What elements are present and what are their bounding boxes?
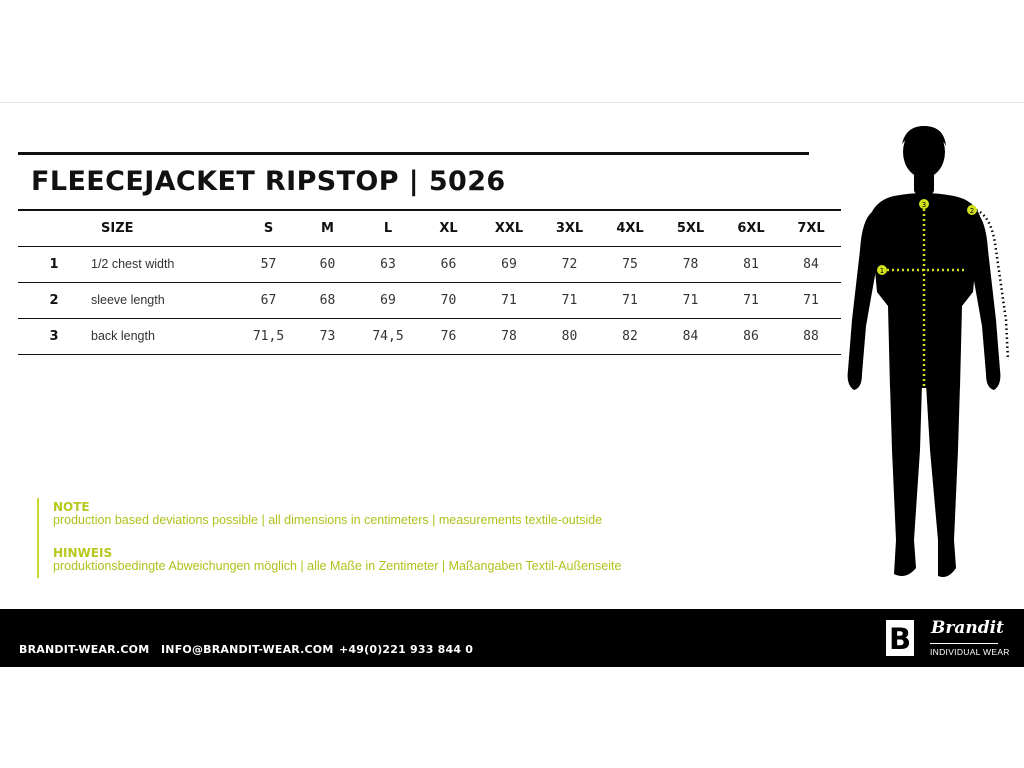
table-row-sleeve [18, 282, 841, 318]
cell-value: 84 [660, 318, 721, 354]
measurement-figure [836, 120, 1024, 590]
cell-value: 72 [539, 246, 600, 282]
cell-value: 71 [660, 282, 721, 318]
header-size-l: L [358, 210, 418, 246]
cell-value: 71 [781, 282, 841, 318]
notes-block [37, 498, 739, 578]
footer-website-link[interactable]: BRANDIT-WEAR.COM [19, 643, 150, 656]
cell-value: 70 [418, 282, 479, 318]
cell-value: 76 [418, 318, 479, 354]
cell-value: 66 [418, 246, 479, 282]
size-table [18, 209, 841, 355]
note-heading: NOTE [53, 500, 90, 514]
header-size-m: M [297, 210, 358, 246]
hinweis-text: produktionsbedingte Abweichungen möglich | alle Maße in Zentimeter | Maßangaben Textil-Außenseite [53, 559, 622, 573]
cell-value: 82 [600, 318, 660, 354]
footer-phone: +49(0)221 933 844 0 [339, 643, 474, 656]
logo-underline [930, 643, 998, 644]
cell-value: 86 [721, 318, 781, 354]
cell-value: 75 [600, 246, 660, 282]
header-size-5xl: 5XL [660, 210, 721, 246]
table-row-chest [18, 246, 841, 282]
marker-3-label: 3 [921, 201, 927, 209]
header-size-4xl: 4XL [600, 210, 660, 246]
logo-tagline: INDIVIDUAL WEAR [930, 647, 1010, 657]
title-top-rule [18, 152, 809, 155]
header-number-cell [18, 210, 90, 246]
cell-value: 68 [297, 282, 358, 318]
row-label: 1/2 chest width [90, 246, 240, 282]
row-number: 1 [18, 246, 90, 282]
body-silhouette-icon [848, 126, 1001, 577]
row-number: 3 [18, 318, 90, 354]
cell-value: 78 [479, 318, 539, 354]
table-row-back [18, 318, 841, 354]
cell-value: 73 [297, 318, 358, 354]
logo-letter: B [888, 622, 912, 656]
cell-value: 71,5 [240, 318, 297, 354]
footer-bar [0, 609, 1024, 667]
row-label: sleeve length [90, 282, 240, 318]
cell-value: 71 [479, 282, 539, 318]
marker-2-label: 2 [969, 207, 975, 215]
cell-value: 78 [660, 246, 721, 282]
cell-value: 63 [358, 246, 418, 282]
cell-value: 69 [358, 282, 418, 318]
marker-1-label: 1 [879, 267, 885, 275]
cell-value: 74,5 [358, 318, 418, 354]
cell-value: 71 [721, 282, 781, 318]
page-title: FLEECEJACKET RIPSTOP | 5026 [31, 166, 506, 197]
header-size-6xl: 6XL [721, 210, 781, 246]
cell-value: 81 [721, 246, 781, 282]
header-size: SIZE [90, 210, 240, 246]
header-size-xxl: XXL [479, 210, 539, 246]
header-size-xl: XL [418, 210, 479, 246]
cell-value: 71 [600, 282, 660, 318]
cell-value: 84 [781, 246, 841, 282]
footer-email-link[interactable]: INFO@BRANDIT-WEAR.COM [161, 643, 334, 656]
cell-value: 71 [539, 282, 600, 318]
brandit-logo-icon [886, 620, 914, 656]
row-number: 2 [18, 282, 90, 318]
cell-value: 57 [240, 246, 297, 282]
note-text: production based deviations possible | all dimensions in centimeters | measurements textile-outside [53, 513, 603, 527]
header-size-s: S [240, 210, 297, 246]
cell-value: 69 [479, 246, 539, 282]
cell-value: 60 [297, 246, 358, 282]
cell-value: 80 [539, 318, 600, 354]
header-size-3xl: 3XL [539, 210, 600, 246]
table-header-row [18, 210, 841, 246]
hinweis-heading: HINWEIS [53, 546, 113, 560]
logo-wordmark: Brandit [931, 618, 1004, 638]
header-size-7xl: 7XL [781, 210, 841, 246]
cell-value: 88 [781, 318, 841, 354]
row-label: back length [90, 318, 240, 354]
cell-value: 67 [240, 282, 297, 318]
